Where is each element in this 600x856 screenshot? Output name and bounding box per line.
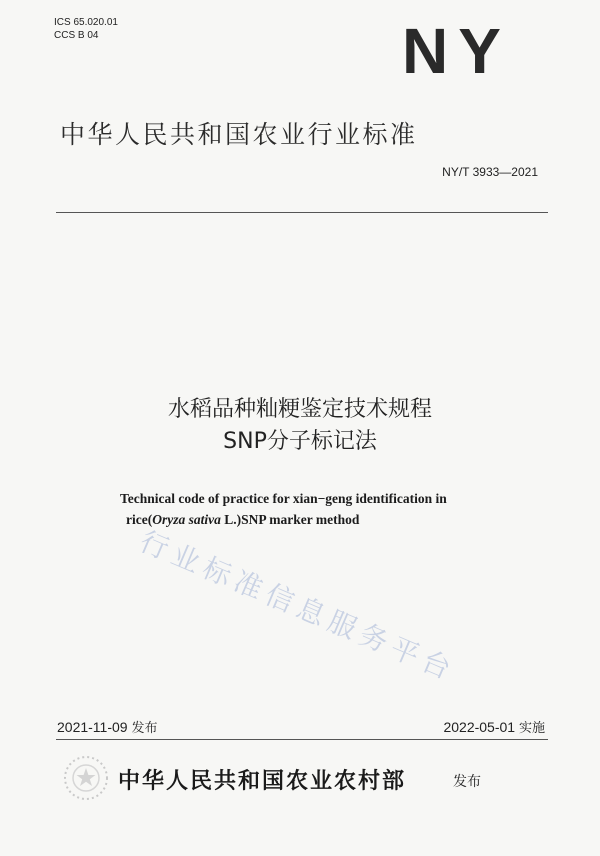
standard-number: NY/T 3933—2021 [442,165,538,179]
standard-title: 中华人民共和国农业行业标准 [60,120,418,149]
implement-date-value: 2022-05-01 [443,719,516,735]
issue-label: 发布 [131,721,158,736]
title-cn-line1: 水稻品种籼粳鉴定技术规程 [167,397,432,422]
watermark: 行业标准信息服务平台 [135,524,462,688]
issue-date [57,717,157,736]
issuing-ministry: 中华人民共和国农业农村部 [118,768,407,794]
title-cn-line2: SNP分子标记法 [223,429,377,454]
classification-codes [54,16,118,42]
title-en-line2-post: L.)SNP marker method [220,512,360,527]
ccs-code: CCS B 04 [54,30,99,41]
title-en-line1: Technical code of practice for xian−geng identification in [120,491,447,506]
title-en-line2-pre: rice( [126,512,153,527]
publish-label: 发布 [453,774,481,790]
implement-date [443,717,545,736]
bottom-divider [56,739,548,740]
issue-date-value: 2021-11-09 [57,719,128,735]
species-name: Oryza sativa [152,512,221,527]
ics-code: ICS 65.020.01 [54,17,118,28]
implement-label: 实施 [518,721,545,736]
top-divider [56,212,548,213]
document-title-chinese [0,394,600,458]
ministry-emblem-icon [62,754,110,802]
document-title-english [120,488,500,530]
ny-logo: NY [402,15,511,87]
title-en-line2 [120,509,500,530]
